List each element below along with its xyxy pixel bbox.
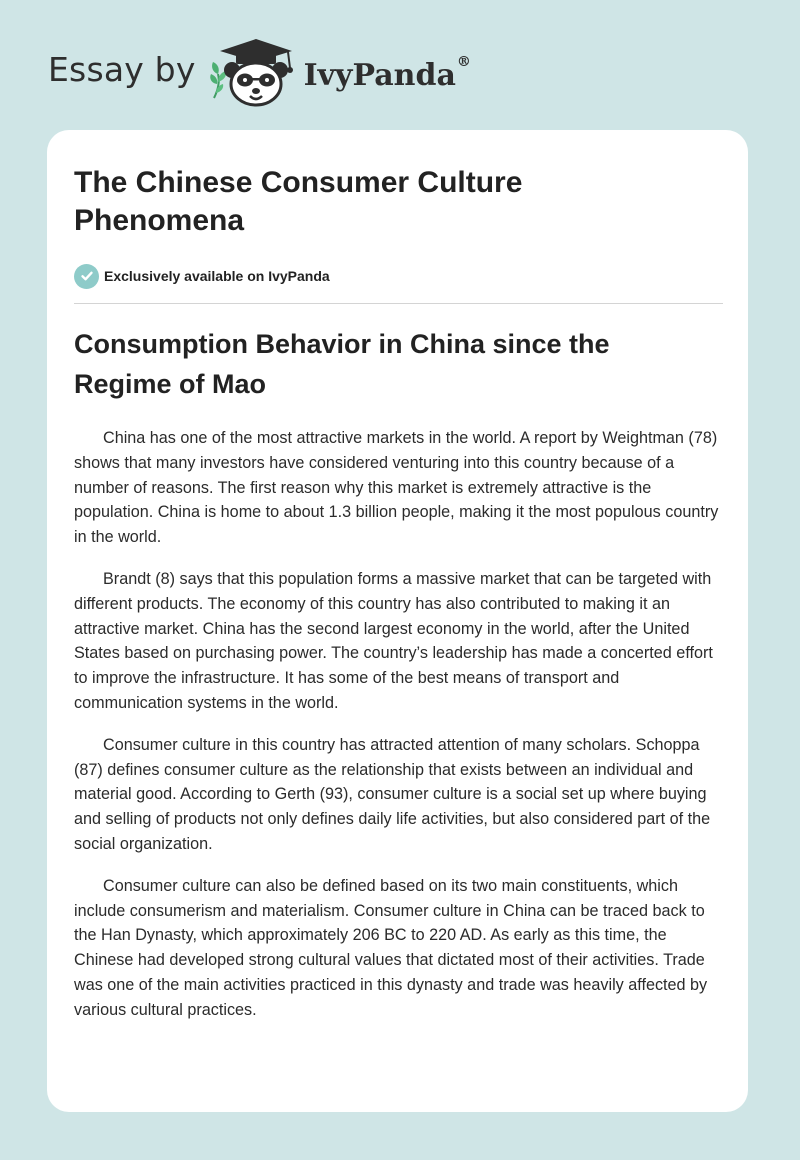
essay-title: The Chinese Consumer Culture Phenomena [74, 166, 523, 237]
brand-header [48, 36, 471, 108]
essay-card [47, 130, 748, 1112]
brand-name [303, 53, 471, 93]
panda-graduate-icon[interactable] [210, 36, 302, 108]
section-heading: Consumption Behavior in China since the Regime of Mao [74, 329, 610, 399]
paragraph: Consumer culture in this country has attracted attention of many scholars. Schoppa (87) defines consumer culture as the relationship that exists between an individual and material good. According to Gerth (93), consumer culture is a social set up where buying and selling of products not only defines daily life activities, but also considered part of the social organization. [74, 735, 711, 853]
badge-text: Exclusively available on IvyPanda [104, 268, 330, 284]
paragraph: Consumer culture can also be defined based on its two main constituents, which include consumerism and materialism. Consumer culture in China can be traced back to the Han Dynasty, which approximately 206 BC to 220 AD. As early as this time, the Chinese had developed strong cultural values that dictated most of their activities. Trade was one of the main activities practiced in this dynasty and trade was heavily affected by various cultural practices. [74, 876, 708, 1019]
paragraph: China has one of the most attractive markets in the world. A report by Weightman (78) shows that many investors have considered venturing into this country because of a number of reasons. The first reason why this market is extremely attractive is the population. China is home to about 1.3 billion people, making it the most populous country in the world. [74, 429, 719, 547]
divider [74, 303, 723, 304]
check-circle-icon [74, 264, 99, 289]
paragraph: Brandt (8) says that this population forms a massive market that can be targeted with different products. The economy of this country has also contributed to making it an attractive market. China has the second largest economy in the world, after the United States based on purchasing power. The country’s leadership has made a concerted effort to improve the infrastructure. It has some of the best means of transport and communication systems in the world. [74, 569, 713, 712]
essay-body [74, 426, 726, 1040]
registered-mark: ® [456, 53, 471, 70]
exclusive-badge [74, 263, 330, 289]
brand-name-text: IvyPanda [303, 57, 456, 93]
brand-prefix: Essay by [48, 49, 196, 89]
